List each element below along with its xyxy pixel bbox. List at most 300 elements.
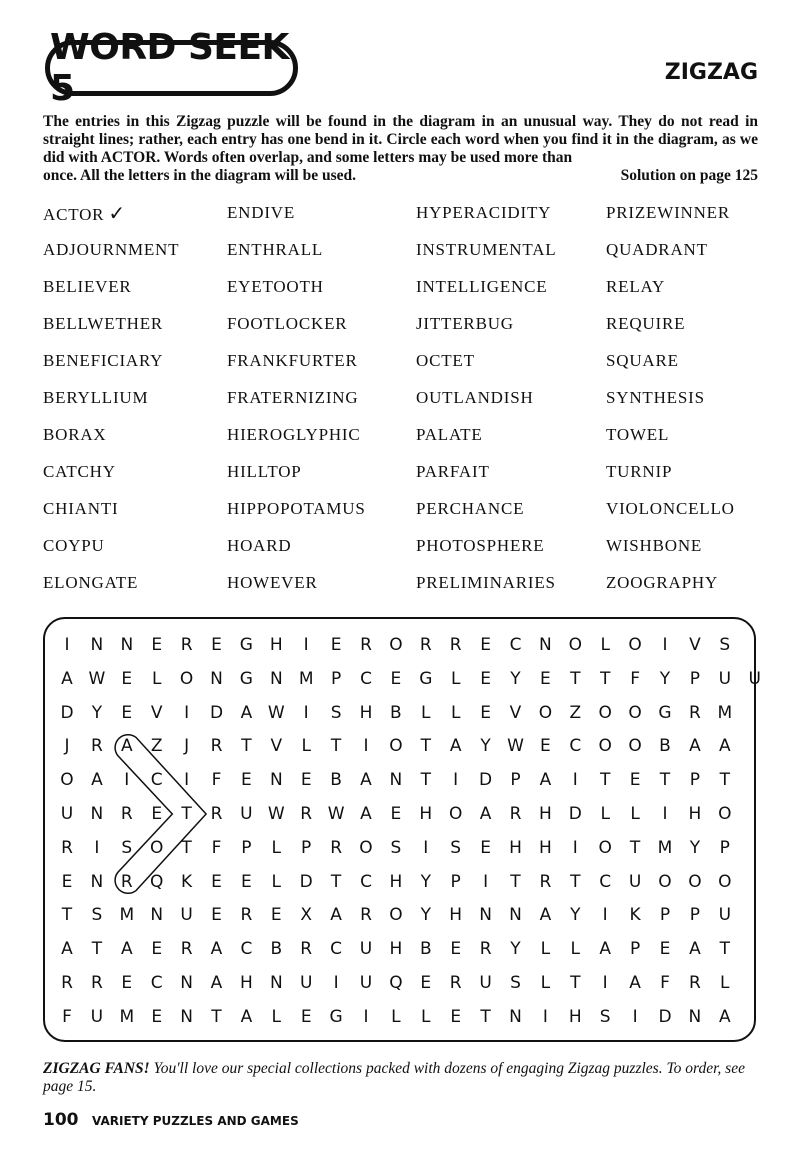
grid-letter: I — [602, 973, 608, 993]
grid-letter: X — [300, 905, 313, 926]
word-text: RELAY — [606, 277, 666, 296]
word-list-item — [416, 386, 556, 423]
word-text: QUADRANT — [606, 240, 708, 259]
grid-letter: P — [510, 770, 521, 791]
grid-letter: E — [211, 871, 222, 892]
grid-letter: O — [359, 837, 373, 858]
footer-note-text: You'll love our special collections packed with dozens of engaging Zigzag puzzles. To order, see page 15. — [43, 1060, 745, 1095]
grid-letter: I — [483, 871, 489, 892]
word-list-item — [227, 460, 366, 497]
grid-letter: R — [330, 837, 342, 858]
grid-letter: L — [421, 1006, 431, 1027]
word-list-item — [227, 238, 366, 275]
grid-letter: T — [629, 837, 641, 858]
grid-letter: C — [360, 668, 372, 689]
word-list-item — [227, 201, 366, 238]
grid-letter: I — [662, 804, 668, 824]
word-text: SYNTHESIS — [606, 388, 705, 407]
grid-letter: R — [360, 635, 372, 655]
grid-letter: T — [211, 1006, 222, 1027]
word-list — [43, 201, 763, 601]
word-list-item — [606, 534, 735, 571]
grid-letter: Q — [389, 973, 403, 993]
word-list-item — [606, 349, 735, 386]
grid-letter: T — [181, 804, 192, 824]
grid-letter: L — [271, 837, 282, 858]
grid-letter: T — [719, 939, 730, 960]
word-text: SQUARE — [606, 351, 679, 370]
grid-letter: I — [184, 702, 190, 723]
grid-letter: R — [539, 871, 552, 892]
word-list-item — [416, 238, 556, 275]
grid-letter: E — [540, 736, 551, 757]
grid-letter: H — [389, 939, 403, 960]
grid-letter: A — [599, 939, 611, 960]
grid-letter: U — [628, 871, 642, 892]
grid-letter: R — [180, 939, 193, 960]
grid-letter: P — [689, 770, 701, 791]
grid-letter: U — [240, 804, 253, 824]
word-list-item — [606, 460, 735, 497]
grid-letter: H — [688, 804, 702, 824]
grid-letter: N — [389, 770, 403, 791]
grid-letter: E — [300, 770, 312, 791]
word-text: JITTERBUG — [416, 314, 514, 333]
word-list-item — [227, 534, 366, 571]
grid-letter: T — [659, 770, 671, 791]
grid-letter: I — [632, 1006, 638, 1027]
grid-letter: D — [568, 804, 582, 824]
grid-letter: T — [420, 770, 431, 791]
grid-letter: F — [211, 770, 222, 791]
grid-letter: V — [150, 702, 163, 723]
word-list-item — [227, 349, 366, 386]
grid-letter: Y — [510, 939, 521, 960]
word-text: WISHBONE — [606, 536, 703, 555]
grid-letter: B — [330, 770, 342, 791]
grid-letter: L — [540, 973, 551, 993]
grid-letter: T — [61, 905, 73, 926]
grid-letter: O — [389, 635, 403, 655]
grid-letter: T — [181, 837, 192, 858]
word-list-item — [43, 349, 179, 386]
grid-letter: T — [570, 871, 581, 892]
grid-letter: A — [689, 736, 701, 757]
word-text: EYETOOTH — [227, 277, 324, 296]
grid-letter: O — [628, 736, 642, 757]
grid-letter: G — [239, 635, 253, 655]
grid-letter: U — [479, 973, 492, 993]
grid-letter: V — [270, 736, 283, 757]
grid-letter: Y — [510, 668, 521, 689]
word-column — [43, 201, 179, 608]
word-list-item — [43, 423, 179, 460]
grid-letter: L — [271, 1006, 282, 1027]
grid-letter: C — [360, 871, 372, 892]
footer-note-lead: ZIGZAG FANS! — [43, 1060, 150, 1077]
grid-letter: W — [267, 702, 285, 723]
grid-letter: E — [390, 804, 402, 824]
word-list-item — [43, 460, 179, 497]
grid-letter: W — [507, 736, 524, 757]
grid-letter: A — [210, 973, 223, 993]
word-list-item — [43, 386, 179, 423]
word-list-item — [606, 571, 735, 608]
grid-letter: M — [119, 905, 135, 926]
instructions — [43, 113, 758, 185]
word-list-item — [606, 238, 735, 275]
word-text: OCTET — [416, 351, 475, 370]
grid-letter: I — [64, 635, 70, 655]
grid-letter: U — [718, 905, 732, 926]
word-text: HIPPOPOTAMUS — [227, 499, 366, 518]
word-text: REQUIRE — [606, 314, 686, 333]
grid-letter: P — [629, 939, 641, 960]
grid-letter: R — [120, 871, 133, 892]
puzzle-title: WORD SEEK 5 — [45, 40, 298, 96]
grid-letter: L — [540, 939, 551, 960]
grid-letter: R — [61, 973, 73, 993]
word-list-item — [43, 275, 179, 312]
letter-grid — [43, 617, 761, 1042]
word-list-item — [416, 497, 556, 534]
grid-letter: N — [180, 973, 193, 993]
grid-letter: A — [120, 736, 133, 757]
grid-letter: U — [299, 973, 313, 993]
word-text: ENDIVE — [227, 203, 296, 222]
word-list-item — [43, 534, 179, 571]
word-list-item — [416, 423, 556, 460]
word-list-item — [606, 386, 735, 423]
grid-letter: Z — [569, 702, 582, 723]
grid-letter: R — [509, 804, 522, 824]
grid-letter: T — [420, 736, 431, 757]
instructions-last-text: once. All the letters in the diagram will be used. — [43, 167, 356, 184]
word-text: VIOLONCELLO — [606, 499, 735, 518]
grid-letter: Q — [149, 871, 164, 892]
instructions-body: The entries in this Zigzag puzzle will be found in the diagram in an unusual way. They do not read in straight lines; rather, each entry has one bend in it. Circle each word when you find it in the diagram, as we did with ACTOR. Words often overlap, and some letters may be used more than — [43, 113, 758, 166]
grid-letter: O — [389, 905, 403, 926]
grid-letter: Y — [420, 905, 431, 926]
grid-letter: O — [538, 702, 553, 723]
grid-letter: E — [330, 635, 342, 655]
word-text: CHIANTI — [43, 499, 119, 518]
grid-letter: T — [599, 668, 611, 689]
grid-letter: D — [209, 702, 224, 723]
grid-letter: I — [363, 1006, 369, 1027]
grid-letter: A — [718, 1006, 731, 1027]
grid-letter: C — [240, 939, 253, 960]
grid-letter: R — [210, 736, 223, 757]
grid-letter: H — [389, 871, 403, 892]
grid-letter: R — [61, 837, 73, 858]
grid-letter: T — [330, 736, 342, 757]
grid-letter: H — [359, 702, 373, 723]
grid-letter: D — [658, 1006, 672, 1027]
word-text: PALATE — [416, 425, 483, 444]
grid-letter: L — [271, 871, 282, 892]
grid-letter: Y — [480, 736, 491, 757]
grid-letter: H — [419, 804, 433, 824]
grid-letter: N — [269, 973, 283, 993]
grid-letter: O — [60, 770, 74, 791]
grid-letter: P — [241, 837, 252, 858]
grid-letter: N — [90, 635, 104, 655]
grid-letter: D — [479, 770, 493, 791]
grid-letter: T — [570, 973, 581, 993]
grid-letter: B — [659, 736, 671, 757]
grid-letter: R — [210, 804, 223, 824]
word-list-item — [416, 534, 556, 571]
word-text: ZOOGRAPHY — [606, 573, 719, 592]
instructions-last-line — [43, 167, 758, 185]
grid-letter: S — [450, 837, 462, 858]
word-list-item — [227, 497, 366, 534]
grid-letter: H — [239, 973, 253, 993]
solution-reference: Solution on page 125 — [620, 167, 758, 184]
grid-letter: O — [179, 668, 194, 689]
grid-letter: I — [94, 837, 100, 858]
grid-letter: E — [390, 668, 402, 689]
grid-letter: U — [90, 1006, 104, 1027]
word-list-item — [227, 275, 366, 312]
grid-letter: N — [210, 668, 223, 689]
word-column — [416, 201, 556, 608]
grid-letter: S — [510, 973, 521, 993]
word-list-item — [43, 497, 179, 534]
grid-letter: K — [629, 905, 641, 926]
grid-letter: R — [300, 804, 313, 824]
word-text: BELIEVER — [43, 277, 132, 296]
word-list-item — [416, 275, 556, 312]
grid-letter: E — [480, 668, 491, 689]
grid-letter: L — [570, 939, 581, 960]
word-list-item — [43, 312, 179, 349]
word-text: PRELIMINARIES — [416, 573, 556, 592]
grid-letter: Y — [570, 905, 581, 926]
grid-letter: N — [90, 804, 104, 824]
grid-letter: A — [539, 770, 552, 791]
word-list-item — [606, 312, 735, 349]
grid-letter: E — [241, 871, 252, 892]
grid-letter: B — [419, 939, 432, 960]
grid-letter: O — [448, 804, 463, 824]
grid-letter: L — [301, 736, 311, 757]
grid-letter: F — [211, 837, 222, 858]
grid-letter: A — [61, 668, 73, 689]
grid-letter: T — [719, 770, 730, 791]
grid-letter: N — [90, 871, 104, 892]
word-text: BENEFICIARY — [43, 351, 164, 370]
grid-letter: K — [181, 871, 193, 892]
grid-letter: I — [662, 635, 668, 655]
grid-letter: E — [480, 837, 491, 858]
grid-letter: F — [630, 668, 640, 689]
grid-letter: G — [419, 668, 433, 689]
grid-letter: Y — [689, 837, 701, 858]
word-text: HOWEVER — [227, 573, 318, 592]
grid-letter: V — [689, 635, 701, 655]
grid-letter: V — [509, 702, 522, 723]
grid-letter: G — [329, 1006, 343, 1027]
grid-letter: M — [657, 837, 673, 858]
grid-letter: N — [509, 1006, 522, 1027]
word-column — [606, 201, 735, 608]
grid-letter: O — [598, 736, 612, 757]
page-label: VARIETY PUZZLES AND GAMES — [92, 1114, 299, 1128]
word-text: BORAX — [43, 425, 107, 444]
grid-letter: A — [61, 939, 73, 960]
grid-letter: G — [658, 702, 672, 723]
grid-letter: A — [210, 939, 223, 960]
grid-letter: R — [360, 905, 372, 926]
grid-letter: R — [90, 736, 103, 757]
word-list-item — [416, 201, 556, 238]
word-list-item — [227, 571, 366, 608]
grid-letter: O — [688, 871, 702, 892]
word-text: BERYLLIUM — [43, 388, 149, 407]
grid-letter: D — [299, 871, 313, 892]
grid-letter: P — [659, 905, 671, 926]
grid-letter: L — [600, 804, 610, 824]
grid-letter: C — [509, 635, 522, 655]
grid-letter: Y — [659, 668, 671, 689]
word-list-item — [227, 386, 366, 423]
grid-letter: P — [689, 905, 701, 926]
grid-letter: I — [602, 905, 608, 926]
grid-letter: R — [479, 939, 492, 960]
grid-letter: L — [720, 973, 730, 993]
grid-letter: E — [270, 905, 282, 926]
grid-letter: O — [658, 871, 672, 892]
grid-letter: P — [719, 837, 730, 858]
grid-letter: T — [91, 939, 103, 960]
word-text: INSTRUMENTAL — [416, 240, 557, 259]
grid-letter: F — [660, 973, 670, 993]
footer-note — [43, 1060, 758, 1096]
word-text: PERCHANCE — [416, 499, 525, 518]
grid-letter: W — [88, 668, 106, 689]
word-text: PRIZEWINNER — [606, 203, 731, 222]
word-text: PARFAIT — [416, 462, 490, 481]
word-list-item — [416, 349, 556, 386]
word-text: ADJOURNMENT — [43, 240, 180, 259]
grid-letter: T — [570, 668, 581, 689]
grid-letter: C — [569, 736, 582, 757]
grid-letter: O — [718, 804, 732, 824]
grid-letter: A — [330, 905, 342, 926]
word-text: TOWEL — [606, 425, 670, 444]
grid-letter: U — [748, 668, 761, 689]
grid-letter: O — [718, 871, 732, 892]
grid-letter: E — [121, 973, 133, 993]
word-text: OUTLANDISH — [416, 388, 534, 407]
grid-letter: L — [450, 668, 461, 689]
grid-letter: I — [572, 837, 578, 858]
grid-letter: E — [629, 770, 641, 791]
grid-letter: E — [241, 770, 252, 791]
grid-letter: A — [240, 1006, 253, 1027]
grid-letter: Z — [150, 736, 163, 757]
grid-letter: H — [509, 837, 522, 858]
grid-letter: O — [598, 702, 612, 723]
grid-letter: S — [599, 1006, 611, 1027]
grid-letter: L — [630, 804, 640, 824]
grid-letter: I — [542, 1006, 548, 1027]
grid-letter: A — [91, 770, 103, 791]
grid-letter: E — [450, 1006, 462, 1027]
grid-letter: N — [269, 770, 283, 791]
grid-letter: L — [600, 635, 610, 655]
grid-letter: R — [688, 702, 701, 723]
grid-letter: O — [149, 837, 164, 858]
grid-letter: G — [239, 668, 253, 689]
grid-letter: N — [120, 635, 134, 655]
grid-letter: Y — [91, 702, 103, 723]
grid-letter: I — [303, 702, 309, 723]
word-text: TURNIP — [606, 462, 673, 481]
grid-letter: L — [421, 702, 431, 723]
grid-letter: C — [599, 871, 612, 892]
grid-letter: T — [480, 1006, 491, 1027]
word-list-item — [43, 238, 179, 275]
grid-letter: E — [151, 804, 163, 824]
word-list-item — [416, 571, 556, 608]
grid-letter: T — [241, 736, 252, 757]
word-text: PHOTOSPHERE — [416, 536, 545, 555]
grid-letter: E — [480, 635, 491, 655]
grid-letter: R — [449, 635, 462, 655]
grid-letter: S — [121, 837, 133, 858]
word-list-item — [43, 571, 179, 608]
grid-letter: N — [688, 1006, 702, 1027]
word-column — [227, 201, 366, 608]
grid-letter: E — [151, 939, 163, 960]
word-list-item — [606, 423, 735, 460]
grid-letter: A — [629, 973, 641, 993]
grid-letter: R — [120, 804, 133, 824]
page-number: 100 — [43, 1110, 79, 1130]
grid-letter: A — [689, 939, 701, 960]
grid-letter: S — [719, 635, 731, 655]
grid-letter: R — [688, 973, 701, 993]
grid-letter: U — [60, 804, 74, 824]
grid-letter: A — [449, 736, 462, 757]
grid-letter: O — [598, 837, 612, 858]
grid-letter: I — [363, 736, 369, 757]
grid-letter: M — [298, 668, 314, 689]
grid-letter: A — [120, 939, 133, 960]
word-text: HYPERACIDITY — [416, 203, 552, 222]
grid-letter: P — [301, 837, 312, 858]
word-text: BELLWETHER — [43, 314, 164, 333]
word-text: FRANKFURTER — [227, 351, 358, 370]
grid-letter: N — [150, 905, 164, 926]
grid-letter: A — [360, 804, 372, 824]
grid-letter: R — [180, 635, 193, 655]
grid-letter: N — [539, 635, 552, 655]
grid-letter: I — [303, 635, 309, 655]
grid-letter: E — [211, 635, 222, 655]
grid-letter: F — [62, 1006, 72, 1027]
grid-letter: N — [479, 905, 492, 926]
grid-letter: U — [180, 905, 193, 926]
word-list-item — [227, 423, 366, 460]
grid-letter: I — [333, 973, 339, 993]
word-text: INTELLIGENCE — [416, 277, 548, 296]
grid-letter: T — [510, 871, 521, 892]
grid-letter: E — [659, 939, 671, 960]
